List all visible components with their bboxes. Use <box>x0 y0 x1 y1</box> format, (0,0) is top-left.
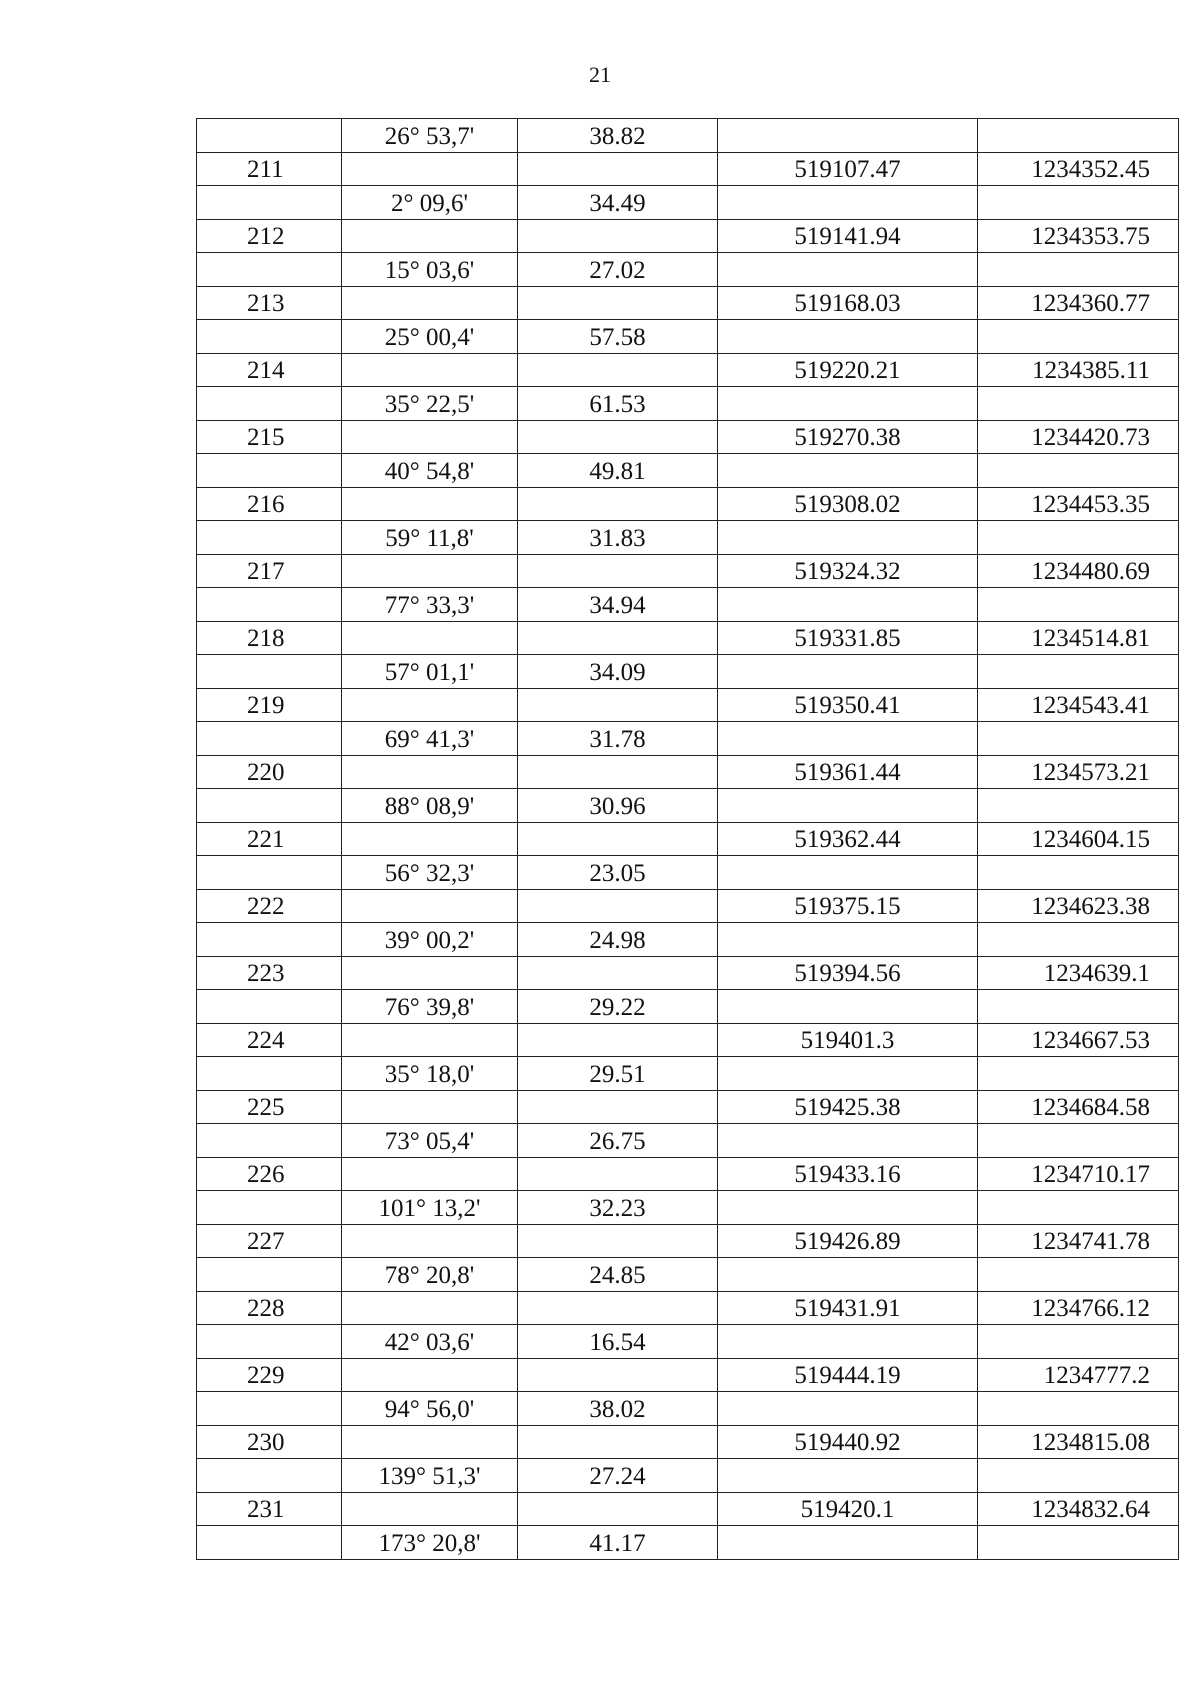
distance-cell <box>518 1090 718 1124</box>
point-number-cell <box>197 588 342 622</box>
point-number-cell: 221 <box>197 822 342 856</box>
y-coordinate-cell: 1234639.1 <box>978 956 1179 990</box>
point-number-cell: 214 <box>197 353 342 387</box>
bearing-angle-cell <box>342 1492 518 1526</box>
distance-cell <box>518 688 718 722</box>
table-row <box>197 1157 1179 1191</box>
table-row <box>197 1425 1179 1459</box>
x-coordinate-cell: 519440.92 <box>718 1425 978 1459</box>
table-row <box>197 152 1179 186</box>
x-coordinate-cell: 519331.85 <box>718 621 978 655</box>
point-number-cell: 222 <box>197 889 342 923</box>
distance-cell <box>518 1492 718 1526</box>
x-coordinate-cell: 519375.15 <box>718 889 978 923</box>
distance-cell <box>518 956 718 990</box>
bearing-angle-cell <box>342 219 518 253</box>
y-coordinate-cell: 1234667.53 <box>978 1023 1179 1057</box>
y-coordinate-cell: 1234543.41 <box>978 688 1179 722</box>
table-row <box>197 1090 1179 1124</box>
bearing-angle-cell: 173° 20,8' <box>342 1526 518 1560</box>
y-coordinate-cell <box>978 454 1179 488</box>
bearing-angle-cell: 25° 00,4' <box>342 320 518 354</box>
table-row <box>197 119 1179 153</box>
bearing-angle-cell: 94° 56,0' <box>342 1392 518 1426</box>
point-number-cell: 224 <box>197 1023 342 1057</box>
y-coordinate-cell: 1234710.17 <box>978 1157 1179 1191</box>
bearing-angle-cell: 40° 54,8' <box>342 454 518 488</box>
table-row <box>197 588 1179 622</box>
table-row <box>197 521 1179 555</box>
y-coordinate-cell <box>978 1258 1179 1292</box>
distance-cell <box>518 1023 718 1057</box>
y-coordinate-cell <box>978 923 1179 957</box>
y-coordinate-cell: 1234684.58 <box>978 1090 1179 1124</box>
table-row <box>197 956 1179 990</box>
distance-cell: 38.02 <box>518 1392 718 1426</box>
y-coordinate-cell: 1234420.73 <box>978 420 1179 454</box>
distance-cell: 27.24 <box>518 1459 718 1493</box>
table-row <box>197 1459 1179 1493</box>
bearing-angle-cell: 77° 33,3' <box>342 588 518 622</box>
table-row <box>197 621 1179 655</box>
bearing-angle-cell <box>342 1425 518 1459</box>
bearing-angle-cell: 39° 00,2' <box>342 923 518 957</box>
bearing-angle-cell: 2° 09,6' <box>342 186 518 220</box>
bearing-angle-cell <box>342 152 518 186</box>
x-coordinate-cell: 519426.89 <box>718 1224 978 1258</box>
x-coordinate-cell <box>718 990 978 1024</box>
distance-cell: 27.02 <box>518 253 718 287</box>
bearing-angle-cell <box>342 286 518 320</box>
x-coordinate-cell: 519361.44 <box>718 755 978 789</box>
y-coordinate-cell <box>978 1191 1179 1225</box>
bearing-angle-cell <box>342 822 518 856</box>
distance-cell: 24.85 <box>518 1258 718 1292</box>
bearing-angle-cell <box>342 755 518 789</box>
distance-cell: 38.82 <box>518 119 718 153</box>
point-number-cell <box>197 454 342 488</box>
point-number-cell <box>197 521 342 555</box>
y-coordinate-cell <box>978 588 1179 622</box>
distance-cell: 23.05 <box>518 856 718 890</box>
bearing-angle-cell: 56° 32,3' <box>342 856 518 890</box>
table-row <box>197 1325 1179 1359</box>
x-coordinate-cell: 519324.32 <box>718 554 978 588</box>
point-number-cell: 219 <box>197 688 342 722</box>
y-coordinate-cell: 1234453.35 <box>978 487 1179 521</box>
point-number-cell: 230 <box>197 1425 342 1459</box>
y-coordinate-cell <box>978 789 1179 823</box>
table-row <box>197 990 1179 1024</box>
point-number-cell <box>197 1526 342 1560</box>
table-row <box>197 889 1179 923</box>
y-coordinate-cell: 1234623.38 <box>978 889 1179 923</box>
y-coordinate-cell <box>978 1459 1179 1493</box>
point-number-cell: 215 <box>197 420 342 454</box>
bearing-angle-cell: 42° 03,6' <box>342 1325 518 1359</box>
distance-cell <box>518 420 718 454</box>
y-coordinate-cell: 1234360.77 <box>978 286 1179 320</box>
bearing-angle-cell <box>342 353 518 387</box>
bearing-angle-cell: 35° 18,0' <box>342 1057 518 1091</box>
distance-cell: 61.53 <box>518 387 718 421</box>
table-row <box>197 923 1179 957</box>
point-number-cell: 216 <box>197 487 342 521</box>
point-number-cell: 218 <box>197 621 342 655</box>
table-row <box>197 387 1179 421</box>
bearing-angle-cell <box>342 688 518 722</box>
y-coordinate-cell: 1234352.45 <box>978 152 1179 186</box>
x-coordinate-cell: 519107.47 <box>718 152 978 186</box>
point-number-cell <box>197 990 342 1024</box>
point-number-cell <box>197 722 342 756</box>
point-number-cell <box>197 253 342 287</box>
bearing-angle-cell <box>342 487 518 521</box>
x-coordinate-cell <box>718 1325 978 1359</box>
y-coordinate-cell <box>978 1124 1179 1158</box>
bearing-angle-cell: 15° 03,6' <box>342 253 518 287</box>
distance-cell: 34.49 <box>518 186 718 220</box>
bearing-angle-cell <box>342 621 518 655</box>
x-coordinate-cell <box>718 521 978 555</box>
table-row <box>197 253 1179 287</box>
point-number-cell: 228 <box>197 1291 342 1325</box>
bearing-angle-cell: 88° 08,9' <box>342 789 518 823</box>
table-row <box>197 1492 1179 1526</box>
x-coordinate-cell <box>718 923 978 957</box>
y-coordinate-cell: 1234573.21 <box>978 755 1179 789</box>
distance-cell <box>518 1425 718 1459</box>
distance-cell <box>518 353 718 387</box>
table-row <box>197 219 1179 253</box>
table-row <box>197 454 1179 488</box>
y-coordinate-cell <box>978 253 1179 287</box>
point-number-cell: 227 <box>197 1224 342 1258</box>
distance-cell: 30.96 <box>518 789 718 823</box>
point-number-cell <box>197 1057 342 1091</box>
x-coordinate-cell <box>718 387 978 421</box>
bearing-angle-cell <box>342 420 518 454</box>
x-coordinate-cell: 519444.19 <box>718 1358 978 1392</box>
table-row <box>197 554 1179 588</box>
table-row <box>197 655 1179 689</box>
x-coordinate-cell: 519220.21 <box>718 353 978 387</box>
x-coordinate-cell <box>718 588 978 622</box>
x-coordinate-cell <box>718 253 978 287</box>
distance-cell: 31.83 <box>518 521 718 555</box>
x-coordinate-cell <box>718 1057 978 1091</box>
bearing-angle-cell <box>342 889 518 923</box>
bearing-angle-cell <box>342 1224 518 1258</box>
bearing-angle-cell: 35° 22,5' <box>342 387 518 421</box>
point-number-cell <box>197 1459 342 1493</box>
point-number-cell: 231 <box>197 1492 342 1526</box>
table-row <box>197 688 1179 722</box>
table-row <box>197 722 1179 756</box>
point-number-cell <box>197 856 342 890</box>
distance-cell: 31.78 <box>518 722 718 756</box>
bearing-angle-cell: 73° 05,4' <box>342 1124 518 1158</box>
distance-cell: 24.98 <box>518 923 718 957</box>
distance-cell <box>518 822 718 856</box>
bearing-angle-cell: 69° 41,3' <box>342 722 518 756</box>
x-coordinate-cell <box>718 1124 978 1158</box>
point-number-cell <box>197 789 342 823</box>
distance-cell <box>518 1224 718 1258</box>
distance-cell <box>518 152 718 186</box>
table-row <box>197 1358 1179 1392</box>
x-coordinate-cell <box>718 1459 978 1493</box>
x-coordinate-cell <box>718 119 978 153</box>
y-coordinate-cell: 1234480.69 <box>978 554 1179 588</box>
x-coordinate-cell <box>718 1526 978 1560</box>
table-row <box>197 822 1179 856</box>
table-row <box>197 789 1179 823</box>
page-number: 21 <box>589 62 611 87</box>
x-coordinate-cell <box>718 856 978 890</box>
y-coordinate-cell <box>978 1526 1179 1560</box>
bearing-angle-cell: 59° 11,8' <box>342 521 518 555</box>
table-row <box>197 1291 1179 1325</box>
y-coordinate-cell: 1234815.08 <box>978 1425 1179 1459</box>
distance-cell <box>518 286 718 320</box>
x-coordinate-cell <box>718 186 978 220</box>
point-number-cell <box>197 1392 342 1426</box>
x-coordinate-cell <box>718 789 978 823</box>
bearing-angle-cell <box>342 1157 518 1191</box>
table-row <box>197 286 1179 320</box>
y-coordinate-cell <box>978 1325 1179 1359</box>
distance-cell: 41.17 <box>518 1526 718 1560</box>
table-row <box>197 1392 1179 1426</box>
x-coordinate-cell: 519350.41 <box>718 688 978 722</box>
point-number-cell <box>197 186 342 220</box>
point-number-cell <box>197 1325 342 1359</box>
distance-cell: 57.58 <box>518 320 718 354</box>
y-coordinate-cell <box>978 856 1179 890</box>
y-coordinate-cell <box>978 521 1179 555</box>
x-coordinate-cell <box>718 1191 978 1225</box>
distance-cell <box>518 889 718 923</box>
bearing-angle-cell <box>342 1090 518 1124</box>
table-row <box>197 420 1179 454</box>
point-number-cell <box>197 1191 342 1225</box>
point-number-cell <box>197 923 342 957</box>
x-coordinate-cell: 519270.38 <box>718 420 978 454</box>
bearing-angle-cell: 57° 01,1' <box>342 655 518 689</box>
bearing-angle-cell: 101° 13,2' <box>342 1191 518 1225</box>
x-coordinate-cell: 519433.16 <box>718 1157 978 1191</box>
bearing-angle-cell <box>342 956 518 990</box>
point-number-cell: 211 <box>197 152 342 186</box>
y-coordinate-cell: 1234604.15 <box>978 822 1179 856</box>
bearing-angle-cell: 78° 20,8' <box>342 1258 518 1292</box>
table-row <box>197 1526 1179 1560</box>
bearing-angle-cell: 139° 51,3' <box>342 1459 518 1493</box>
table-row <box>197 856 1179 890</box>
point-number-cell <box>197 1258 342 1292</box>
distance-cell: 32.23 <box>518 1191 718 1225</box>
x-coordinate-cell: 519394.56 <box>718 956 978 990</box>
table-row <box>197 186 1179 220</box>
y-coordinate-cell <box>978 722 1179 756</box>
distance-cell <box>518 755 718 789</box>
y-coordinate-cell <box>978 1392 1179 1426</box>
distance-cell <box>518 487 718 521</box>
x-coordinate-cell: 519420.1 <box>718 1492 978 1526</box>
y-coordinate-cell <box>978 990 1179 1024</box>
table-row <box>197 1124 1179 1158</box>
distance-cell <box>518 1291 718 1325</box>
point-number-cell <box>197 320 342 354</box>
point-number-cell <box>197 655 342 689</box>
point-number-cell: 223 <box>197 956 342 990</box>
x-coordinate-cell: 519362.44 <box>718 822 978 856</box>
y-coordinate-cell: 1234832.64 <box>978 1492 1179 1526</box>
x-coordinate-cell: 519431.91 <box>718 1291 978 1325</box>
point-number-cell: 212 <box>197 219 342 253</box>
coordinates-table <box>196 118 1179 1560</box>
y-coordinate-cell: 1234353.75 <box>978 219 1179 253</box>
y-coordinate-cell: 1234385.11 <box>978 353 1179 387</box>
distance-cell: 26.75 <box>518 1124 718 1158</box>
y-coordinate-cell: 1234766.12 <box>978 1291 1179 1325</box>
point-number-cell <box>197 387 342 421</box>
point-number-cell: 226 <box>197 1157 342 1191</box>
point-number-cell: 220 <box>197 755 342 789</box>
point-number-cell <box>197 119 342 153</box>
table-row <box>197 1191 1179 1225</box>
distance-cell <box>518 1157 718 1191</box>
distance-cell: 29.51 <box>518 1057 718 1091</box>
bearing-angle-cell: 26° 53,7' <box>342 119 518 153</box>
point-number-cell: 213 <box>197 286 342 320</box>
y-coordinate-cell: 1234514.81 <box>978 621 1179 655</box>
table-row <box>197 353 1179 387</box>
y-coordinate-cell <box>978 387 1179 421</box>
distance-cell <box>518 1358 718 1392</box>
point-number-cell: 217 <box>197 554 342 588</box>
x-coordinate-cell: 519401.3 <box>718 1023 978 1057</box>
bearing-angle-cell <box>342 1023 518 1057</box>
x-coordinate-cell <box>718 655 978 689</box>
y-coordinate-cell <box>978 119 1179 153</box>
x-coordinate-cell <box>718 454 978 488</box>
x-coordinate-cell: 519141.94 <box>718 219 978 253</box>
x-coordinate-cell <box>718 1258 978 1292</box>
distance-cell: 49.81 <box>518 454 718 488</box>
y-coordinate-cell <box>978 186 1179 220</box>
distance-cell <box>518 219 718 253</box>
table-row <box>197 755 1179 789</box>
x-coordinate-cell <box>718 1392 978 1426</box>
table-row <box>197 1023 1179 1057</box>
x-coordinate-cell: 519168.03 <box>718 286 978 320</box>
distance-cell <box>518 554 718 588</box>
distance-cell <box>518 621 718 655</box>
table-row <box>197 1258 1179 1292</box>
x-coordinate-cell <box>718 722 978 756</box>
distance-cell: 34.09 <box>518 655 718 689</box>
y-coordinate-cell: 1234777.2 <box>978 1358 1179 1392</box>
x-coordinate-cell: 519308.02 <box>718 487 978 521</box>
table-row <box>197 320 1179 354</box>
table-row <box>197 1057 1179 1091</box>
y-coordinate-cell: 1234741.78 <box>978 1224 1179 1258</box>
y-coordinate-cell <box>978 1057 1179 1091</box>
bearing-angle-cell <box>342 554 518 588</box>
y-coordinate-cell <box>978 320 1179 354</box>
x-coordinate-cell <box>718 320 978 354</box>
point-number-cell <box>197 1124 342 1158</box>
coordinates-table-body <box>197 119 1179 1560</box>
point-number-cell: 229 <box>197 1358 342 1392</box>
x-coordinate-cell: 519425.38 <box>718 1090 978 1124</box>
table-row <box>197 1224 1179 1258</box>
distance-cell: 34.94 <box>518 588 718 622</box>
bearing-angle-cell <box>342 1291 518 1325</box>
y-coordinate-cell <box>978 655 1179 689</box>
table-row <box>197 487 1179 521</box>
bearing-angle-cell <box>342 1358 518 1392</box>
distance-cell: 29.22 <box>518 990 718 1024</box>
point-number-cell: 225 <box>197 1090 342 1124</box>
bearing-angle-cell: 76° 39,8' <box>342 990 518 1024</box>
distance-cell: 16.54 <box>518 1325 718 1359</box>
